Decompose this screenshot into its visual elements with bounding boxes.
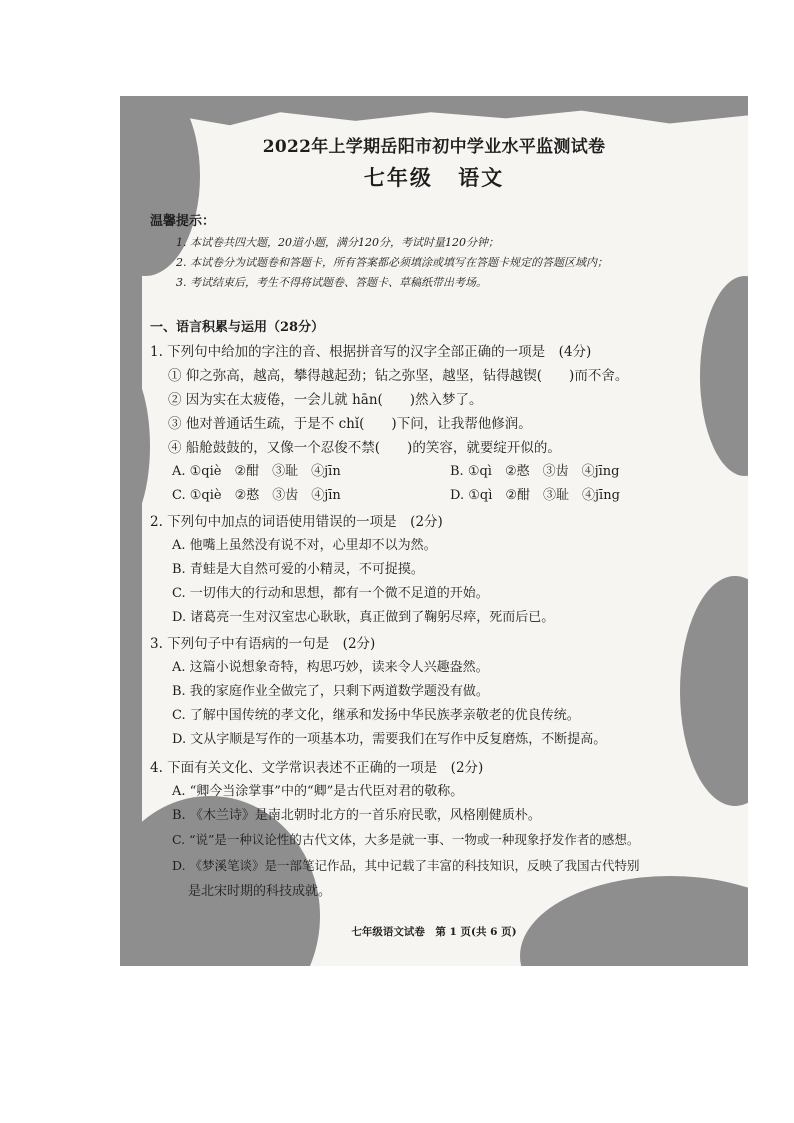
notice-item: 3. 考试结束后，考生不得将试题卷、答题卡、草稿纸带出考场。 [176, 276, 487, 289]
exam-photo [120, 96, 748, 966]
answer-option: B. ①qì ②憨 ③齿 ④jīng [450, 464, 620, 479]
question-stem: 1. 下列句中给加的字注的音、根据拼音写的汉字全部正确的一项是 (4分) [150, 344, 592, 360]
subject-label: 语文 [458, 165, 505, 190]
question-stem: 2. 下列句中加点的词语使用错误的一项是 (2分) [150, 514, 443, 530]
answer-option: D. 文从字顺是写作的一项基本功，需要我们在写作中反复磨炼，不断提高。 [172, 732, 607, 747]
exam-title: 2022年上学期岳阳市初中学业水平监测试卷 [262, 137, 606, 157]
answer-option: B. 青蛙是大自然可爱的小精灵，不可捉摸。 [172, 562, 424, 577]
answer-option: C. ①qiè ②憨 ③齿 ④jīn [172, 488, 341, 503]
answer-option: B. 《木兰诗》是南北朝时北方的一首乐府民歌，风格刚健质朴。 [172, 808, 541, 823]
answer-option: C. 一切伟大的行动和思想，都有一个微不足道的开始。 [172, 586, 489, 601]
grade-label: 七年级 [363, 165, 433, 190]
notice-heading: 温馨提示： [150, 214, 216, 229]
question-item: ③ 他对普通话生疏，于是不 chǐ( )下问，让我帮他修润。 [168, 416, 532, 432]
answer-option: B. 我的家庭作业全做完了，只剩下两道数学题没有做。 [172, 684, 489, 699]
page-content [120, 96, 748, 966]
notice-item: 2. 本试卷分为试题卷和答题卡，所有答案都必须填涂或填写在答题卡规定的答题区域内； [176, 256, 608, 269]
answer-option: D. 《梦溪笔谈》是一部笔记作品，其中记载了丰富的科技知识，反映了我国古代特别 [172, 858, 640, 873]
answer-option: A. 他嘴上虽然没有说不对，心里却不以为然。 [172, 538, 437, 553]
exam-subtitle [120, 162, 748, 192]
question-item: ④ 船舱鼓鼓的，又像一个忍俊不禁( )的笑容，就要绽开似的。 [168, 440, 561, 456]
question-item: ② 因为实在太疲倦，一会儿就 hān( )然入梦了。 [168, 392, 483, 408]
answer-option: C. 了解中国传统的孝文化，继承和发扬中华民族孝亲敬老的优良传统。 [172, 708, 580, 723]
question-stem: 3. 下列句子中有语病的一句是 (2分) [150, 636, 376, 652]
question-item: ① 仰之弥高，越高，攀得越起劲；钻之弥坚，越坚，钻得越锲( )而不舍。 [168, 368, 629, 384]
answer-option: D. ①qì ②酣 ③耻 ④jīng [450, 488, 620, 503]
page-footer: 七年级语文试卷 第 1 页(共 6 页) [351, 926, 517, 938]
answer-option: A. ①qiè ②酣 ③耻 ④jīn [172, 464, 341, 479]
section-heading: 一、语言积累与运用（28分） [150, 320, 325, 335]
answer-option-continuation: 是北宋时期的科技成就。 [188, 884, 332, 899]
notice-item: 1. 本试卷共四大题，20道小题，满分120分，考试时量120分钟； [176, 236, 499, 249]
answer-option: D. 诸葛亮一生对汉室忠心耿耿，真正做到了鞠躬尽瘁，死而后已。 [172, 610, 555, 625]
question-stem: 4. 下面有关文化、文学常识表述不正确的一项是 (2分) [150, 760, 484, 776]
answer-option: A. 这篇小说想象奇特，构思巧妙，读来令人兴趣盎然。 [172, 660, 489, 675]
answer-option: A. “卿今当涂掌事”中的“卿”是古代臣对君的敬称。 [172, 784, 464, 799]
answer-option: C. “说”是一种议论性的古代文体，大多是就一事、一物或一种现象抒发作者的感想。 [172, 832, 640, 847]
